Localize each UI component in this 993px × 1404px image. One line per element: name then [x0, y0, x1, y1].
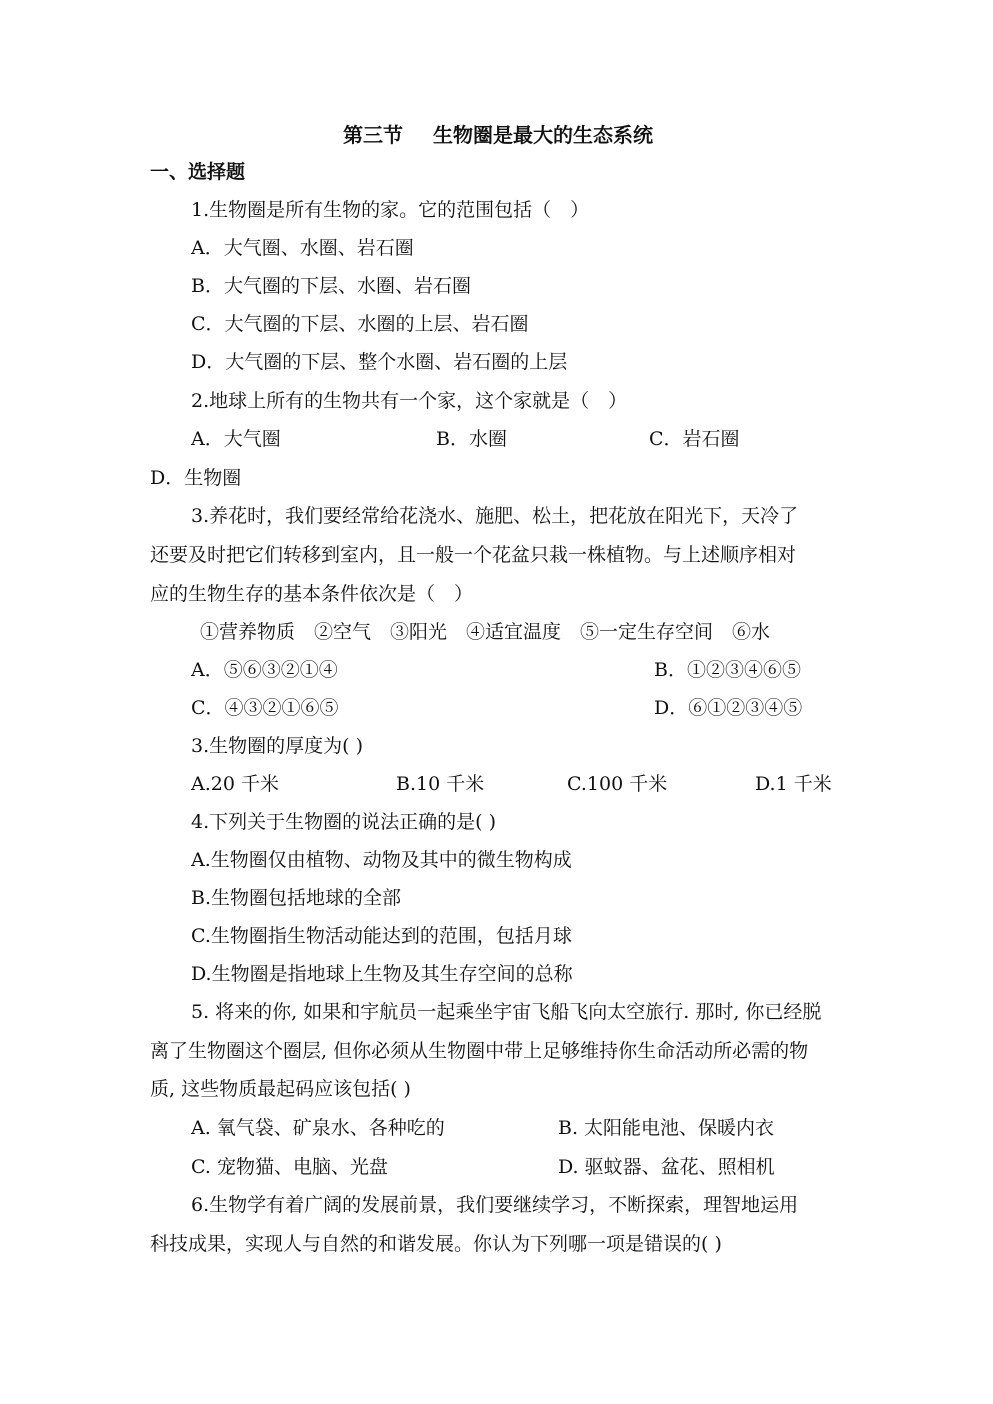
q3b-option-b: B.10 千米: [396, 773, 485, 795]
q2-stem: 2.地球上所有的生物共有一个家，这个家就是（ ）: [191, 390, 628, 412]
q3b-option-c: C.100 千米: [567, 773, 668, 795]
title-name: 生物圈是最大的生态系统: [433, 123, 653, 147]
page-title: [343, 122, 653, 148]
q2-option-d: D．生物圈: [150, 467, 242, 489]
q5-option-d: D. 驱蚊器、盆花、照相机: [558, 1156, 775, 1178]
q3a-option-a: A．⑤⑥③②①④: [191, 659, 338, 681]
q4-option-a: A.生物圈仅由植物、动物及其中的微生物构成: [191, 849, 572, 871]
q1-option-b: B．大气圈的下层、水圈、岩石圈: [191, 275, 471, 297]
q6-line-2: 科技成果，实现人与自然的和谐发展。你认为下列哪一项是错误的( ): [150, 1233, 722, 1255]
q1-option-a: A．大气圈、水圈、岩石圈: [191, 237, 414, 259]
q5-option-b: B. 太阳能电池、保暖内衣: [558, 1117, 775, 1139]
q1-option-d: D．大气圈的下层、整个水圈、岩石圈的上层: [191, 351, 568, 373]
q3a-option-c: C．④③②①⑥⑤: [191, 697, 339, 719]
q3a-line-1: 3.养花时，我们要经常给花浇水、施肥、松土，把花放在阳光下，天冷了: [191, 505, 799, 527]
q4-stem: 4.下列关于生物圈的说法正确的是( ): [191, 811, 496, 833]
q1-stem: 1.生物圈是所有生物的家。它的范围包括（ ）: [191, 199, 590, 221]
q4-option-d: D.生物圈是指地球上生物及其生存空间的总称: [191, 963, 573, 985]
q3a-option-d: D．⑥①②③④⑤: [654, 697, 803, 719]
q3b-option-d: D.1 千米: [755, 773, 832, 795]
title-section-number: 第三节: [343, 123, 403, 147]
q3b-option-a: A.20 千米: [191, 773, 279, 795]
q4-option-b: B.生物圈包括地球的全部: [191, 887, 402, 909]
q5-line-2: 离了生物圈这个圈层, 但你必须从生物圈中带上足够维持你生命活动所必需的物: [150, 1040, 809, 1062]
q5-option-a: A. 氧气袋、矿泉水、各种吃的: [191, 1117, 445, 1139]
q2-option-a: A．大气圈: [191, 428, 281, 450]
q5-line-1: 5. 将来的你, 如果和宇航员一起乘坐宇宙飞船飞向太空旅行. 那时, 你已经脱: [191, 1001, 822, 1023]
q3b-stem: 3.生物圈的厚度为( ): [191, 735, 363, 757]
q4-option-c: C.生物圈指生物活动能达到的范围，包括月球: [191, 925, 572, 947]
q5-option-c: C. 宠物猫、电脑、光盘: [191, 1156, 388, 1178]
q3a-line-3: 应的生物生存的基本条件依次是（ ）: [150, 583, 474, 605]
q2-option-b: B．水圈: [436, 428, 507, 450]
q1-option-c: C．大气圈的下层、水圈的上层、岩石圈: [191, 313, 529, 335]
q2-option-c: C．岩石圈: [649, 428, 740, 450]
q3a-option-b: B．①②③④⑥⑤: [654, 659, 801, 681]
section-heading: 一、选择题: [150, 161, 246, 183]
q5-line-3: 质, 这些物质最起码应该包括( ): [150, 1078, 411, 1100]
q6-line-1: 6.生物学有着广阔的发展前景，我们要继续学习，不断探索，理智地运用: [191, 1194, 799, 1216]
q3a-line-2: 还要及时把它们转移到室内，且一般一个花盆只栽一株植物。与上述顺序相对: [150, 544, 797, 566]
q3a-conditions: ①营养物质 ②空气 ③阳光 ④适宜温度 ⑤一定生存空间 ⑥水: [200, 621, 771, 643]
